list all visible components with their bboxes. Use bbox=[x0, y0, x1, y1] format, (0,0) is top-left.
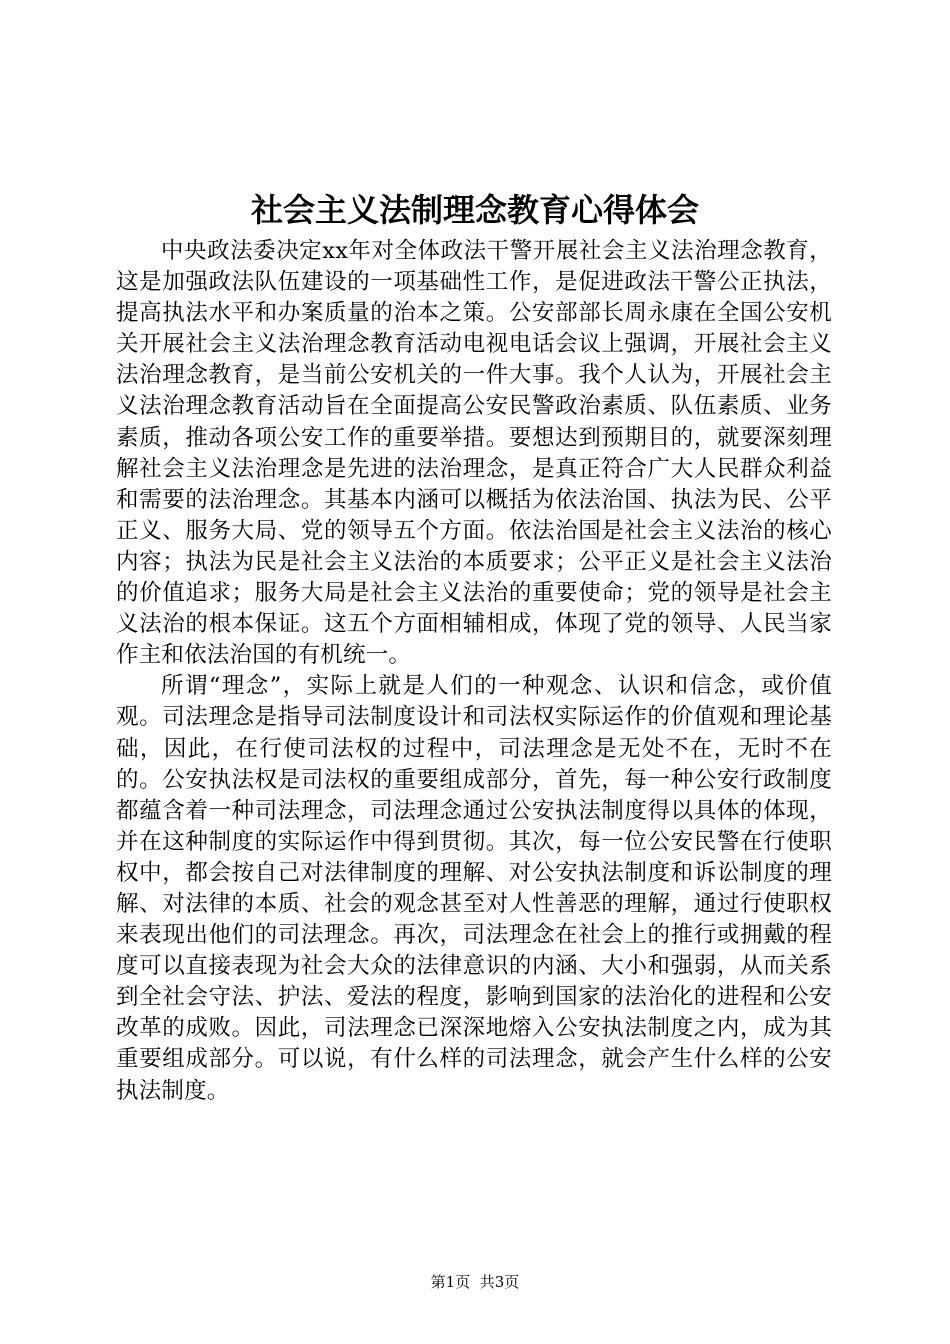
paragraph-2: 所谓“理念”，实际上就是人们的一种观念、认识和信念，或价值观。司法理念是指导司法制度设计和司法权实际运作的价值观和理论基础，因此，在行使司法权的过程中，司法理念是无处不在，无时不在的。公安执法权是司法权的重要组成部分，首先，每一种公安行政制度都蕴含着一种司法理念，司法理念通过公安执法制度得以具体的体现，并在这种制度的实际运作中得到贯彻。其次，每一位公安民警在行使职权中，都会按自己对法律制度的理解、对公安执法制度和诉讼制度的理解、对法律的本质、社会的观念甚至对人性善恶的理解，通过行使职权来表现出他们的司法理念。再次，司法理念在社会上的推行或拥戴的程度可以直接表现为社会大众的法律意识的内涵、大小和强弱，从而关系到全社会守法、护法、爱法的程度，影响到国家的法治化的进程和公安改革的成败。因此，司法理念已深深地熔入公安执法制度之内，成为其重要组成部分。可以说，有什么样的司法理念，就会产生什么样的公安执法制度。 bbox=[116, 673, 832, 1104]
page-total: 共3页 bbox=[479, 1273, 520, 1291]
document-title: 社会主义法制理念教育心得体会 bbox=[250, 191, 699, 229]
document-body bbox=[116, 236, 832, 1107]
page-footer bbox=[0, 1272, 950, 1292]
page-number: 第1页 bbox=[430, 1273, 471, 1291]
paragraph-1: 中央政法委决定xx年对全体政法干警开展社会主义法治理念教育，这是加强政法队伍建设的一项基础性工作，是促进政法干警公正执法，提高执法水平和办案质量的治本之策。公安部部长周永康在全国公安机关开展社会主义法治理念教育活动电视电话会议上强调，开展社会主义法治理念教育，是当前公安机关的一件大事。我个人认为，开展社会主义法治理念教育活动旨在全面提高公安民警政治素质、队伍素质、业务素质，推动各项公安工作的重要举措。要想达到预期目的，就要深刻理解社会主义法治理念是先进的法治理念，是真正符合广大人民群众利益和需要的法治理念。其基本内涵可以概括为依法治国、执法为民、公平正义、服务大局、党的领导五个方面。依法治国是社会主义法治的核心内容；执法为民是社会主义法治的本质要求；公平正义是社会主义法治的价值追求；服务大局是社会主义法治的重要使命；党的领导是社会主义法治的根本保证。这五个方面相辅相成，体现了党的领导、人民当家作主和依法治国的有机统一。 bbox=[116, 238, 832, 669]
